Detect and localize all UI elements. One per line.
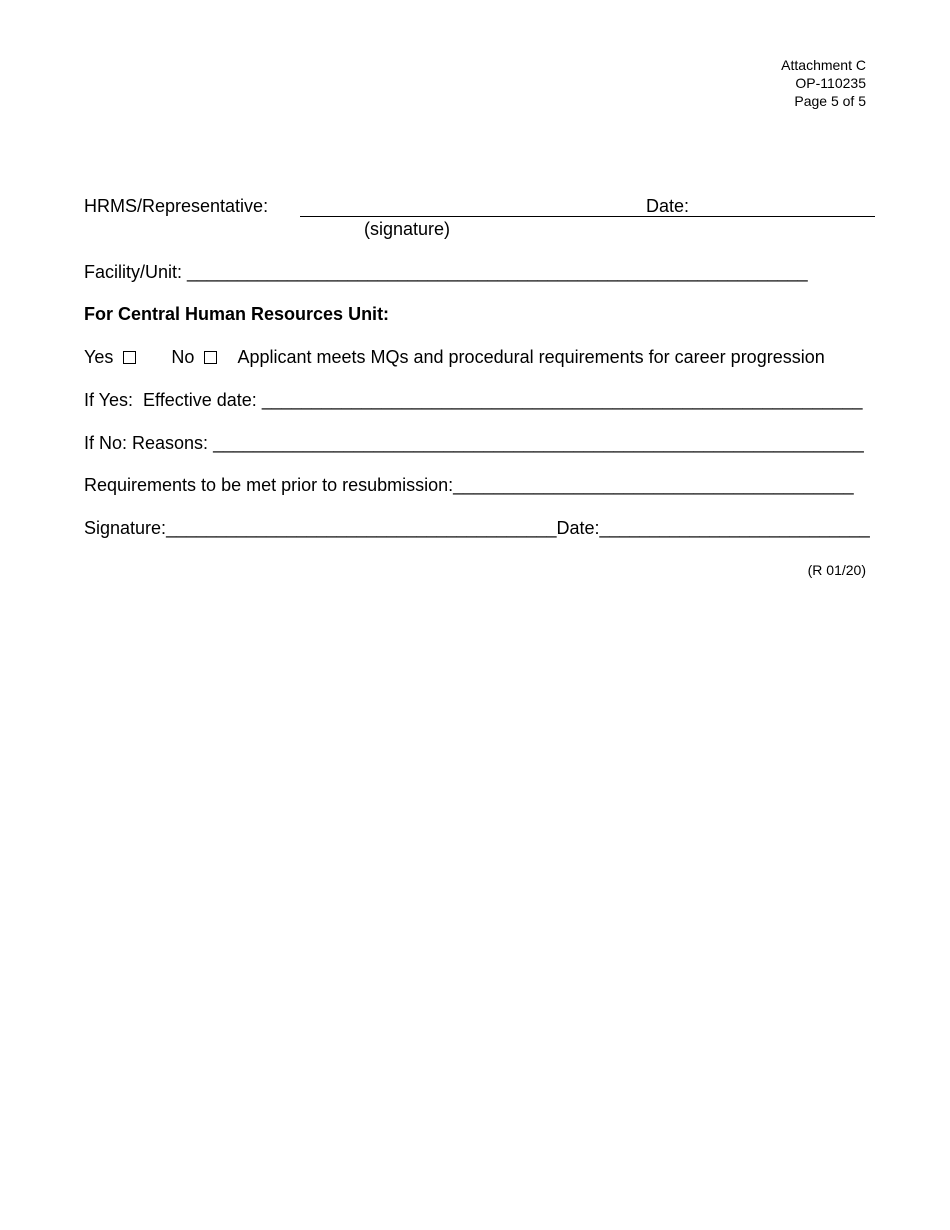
requirements-field[interactable]: ________________________________________ (453, 475, 854, 495)
yes-label: Yes (84, 347, 114, 367)
attachment-label: Attachment C (781, 57, 866, 73)
requirements-row (84, 474, 854, 496)
facility-unit-field[interactable]: ______________________________________________________________ (187, 262, 808, 282)
hrms-representative-label: HRMS/Representative: (84, 196, 269, 216)
document-number: OP-110235 (795, 75, 866, 91)
hrms-date-label: Date: (646, 196, 690, 216)
signature-date-label: Date: (556, 518, 600, 538)
signature-caption: (signature) (364, 219, 451, 239)
if-no-reasons-label: If No: Reasons: (84, 433, 209, 453)
facility-unit-row (84, 261, 808, 283)
yes-checkbox[interactable] (123, 351, 136, 364)
if-no-row (84, 432, 864, 454)
page-number: Page 5 of 5 (794, 93, 866, 109)
reasons-field[interactable]: _________________________________________________________________ (213, 433, 864, 453)
hrms-signature-line[interactable] (300, 216, 875, 217)
decision-statement: Applicant meets MQs and procedural requirements for career progression (237, 347, 825, 367)
requirements-label: Requirements to be met prior to resubmission: (84, 475, 454, 495)
revision-label: (R 01/20) (807, 562, 866, 578)
signature-label: Signature: (84, 518, 167, 538)
facility-unit-label: Facility/Unit: (84, 262, 183, 282)
no-checkbox[interactable] (204, 351, 217, 364)
signature-row (84, 517, 870, 539)
signature-field[interactable]: _______________________________________ (166, 518, 557, 538)
central-hr-unit-heading: For Central Human Resources Unit: (84, 304, 390, 324)
no-label: No (171, 347, 195, 367)
decision-row (84, 346, 825, 368)
if-yes-effective-date-label: If Yes: Effective date: (84, 390, 257, 410)
effective-date-field[interactable]: ____________________________________________________________ (261, 390, 863, 410)
signature-date-field[interactable]: ___________________________ (599, 518, 870, 538)
if-yes-row (84, 389, 862, 411)
